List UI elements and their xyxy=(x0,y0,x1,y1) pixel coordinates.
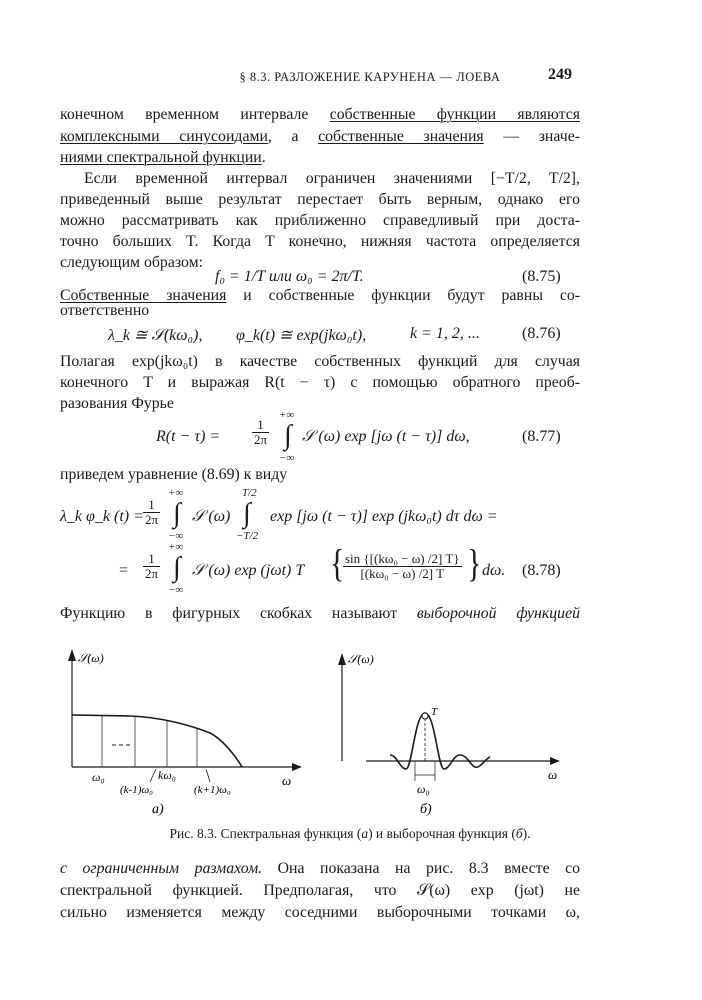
equation-8-77-frac: $\frac{1}{2\pi}$ xyxy=(254,417,268,447)
equation-8-78-left-brace: { xyxy=(330,542,345,586)
right-xlabel: ω xyxy=(548,767,558,782)
equation-8-78-lower-limit-2: −T/2 xyxy=(236,530,259,542)
equation-8-78-body-1: exp [jω (t − τ)] exp (jkω₀t) dτ dω = xyxy=(270,508,498,525)
right-tick-omega0: ω₀ xyxy=(417,782,430,796)
p7-line-2: спектральной функцией. Предполагая, что 𝒮(ω) exp (jωt) не xyxy=(60,882,580,899)
leader-line xyxy=(150,769,156,782)
equation-8-78-mid: 𝒮 (ω) xyxy=(192,508,231,525)
equation-8-76-phi: φ_k(t) ≅ exp(jkω₀t), xyxy=(236,327,367,344)
equation-8-77-lhs: R(t − τ) = xyxy=(156,428,221,445)
figure-sampling-function xyxy=(348,645,580,825)
equation-8-78-frac-1: $\frac{1}{2\pi}$ xyxy=(145,497,159,527)
equation-8-78-lower-limit-3: −∞ xyxy=(168,584,184,596)
leader-line xyxy=(206,769,210,782)
equation-8-76-lambda: λ_k ≅ 𝒮(kω₀), xyxy=(108,327,203,344)
y-axis-arrow xyxy=(68,649,76,661)
y-axis-arrow xyxy=(338,653,346,665)
spectral-curve xyxy=(72,715,242,767)
page-number: 249 xyxy=(548,66,572,83)
figure-spectral-function xyxy=(60,645,320,825)
running-header: § 8.3. РАЗЛОЖЕНИЕ КАРУНЕНА — ЛОЕВА xyxy=(239,70,501,84)
equation-8-78-right-brace: } xyxy=(467,542,482,586)
left-xlabel: ω xyxy=(282,773,292,788)
left-ylabel: 𝒮(ω) xyxy=(78,651,104,665)
equation-8-78-sinc: $\frac{\text{sin \{[(kω₀ − ω) /2] T\}}}{\text{[(kω₀ − ω) /2] T}}$ xyxy=(345,551,460,581)
equation-8-77-upper-limit: +∞ xyxy=(279,409,295,421)
equation-8-78-upper-limit-1: +∞ xyxy=(168,487,184,499)
p7-line-1: с ограниченным размахом. Она показана на рис. 8.3 вместе со xyxy=(60,860,581,877)
equation-number-8-77: (8.77) xyxy=(522,428,561,445)
p4-line-1: Полагая exp(jkω₀t) в качестве собственных функций для случая xyxy=(60,353,580,370)
equation-8-78-upper-limit-3: +∞ xyxy=(168,541,184,553)
left-tick-kp1: (k+1)ω₀ xyxy=(194,784,231,796)
left-sublabel: а) xyxy=(152,802,164,817)
peak-marker xyxy=(422,713,428,719)
left-tick-km1: (k-1)ω₀ xyxy=(120,784,153,796)
equation-8-78-integral-3: ∫ xyxy=(173,552,181,583)
right-peak-label: T xyxy=(431,706,438,718)
equation-8-78-body-2a: 𝒮 (ω) exp (jωt) T xyxy=(192,562,305,579)
left-tick-komega0: kω₀ xyxy=(158,768,176,782)
equation-8-78-frac-2: $\frac{1}{2\pi}$ xyxy=(145,551,159,581)
p2-line-2: приведенный выше результат перестает быть верным, однако его xyxy=(60,191,580,208)
left-tick-omega0: ω₀ xyxy=(92,770,105,784)
p2-line-5: следующим образом: xyxy=(60,254,203,271)
x-axis-arrow xyxy=(550,757,560,765)
equation-number-8-75: (8.75) xyxy=(522,268,561,285)
equation-8-76-k: k = 1, 2, ... xyxy=(410,325,480,342)
equation-8-77-lower-limit: −∞ xyxy=(279,452,295,464)
p1-line-3: ниями спектральной функции. xyxy=(60,149,266,166)
p2-line-3: можно рассматривать как приближенно справедливый при доста- xyxy=(60,212,580,229)
right-ylabel: 𝒮(ω) xyxy=(348,652,374,666)
equation-8-78-lhs: λ_k φ_k (t) = xyxy=(60,508,144,525)
p4-line-3: разования Фурье xyxy=(60,395,174,412)
p4-line-2: конечного T и выражая R(t − τ) с помощью обратного преоб- xyxy=(60,374,580,391)
equation-number-8-76: (8.76) xyxy=(522,325,561,342)
p2-line-4: точно больших T. Когда T конечно, нижняя частота определяется xyxy=(60,233,580,250)
p6-line: Функцию в фигурных скобках называют выборочной функцией xyxy=(60,605,580,622)
p1-line-1: конечном временном интервале собственные функции являются xyxy=(60,106,580,123)
equation-8-77-body: 𝒮 (ω) exp [jω (t − τ)] dω, xyxy=(302,428,470,445)
equation-number-8-78: (8.78) xyxy=(522,562,561,579)
p3-line-1: Собственные значения и собственные функции будут равны со- xyxy=(60,287,581,304)
x-axis-arrow xyxy=(292,763,302,771)
p7-line-3: сильно изменяется между соседними выборочными точками ω, xyxy=(60,904,580,921)
p2-line-1: Если временной интервал ограничен значениями [−T/2, T/2], xyxy=(84,170,580,187)
right-sublabel: б) xyxy=(420,802,432,817)
p1-line-2: комплексными синусоидами, а собственные значения — значе- xyxy=(60,128,580,145)
equation-8-78-upper-limit-2: T/2 xyxy=(242,487,257,499)
equation-8-77-integral: ∫ xyxy=(284,420,292,451)
equation-8-78-integral-2: ∫ xyxy=(243,498,251,529)
equation-8-78-equals: = xyxy=(118,562,129,579)
equation-8-78-lower-limit-1: −∞ xyxy=(168,530,184,542)
equation-8-78-integral-1: ∫ xyxy=(173,498,181,529)
p5-line: приведем уравнение (8.69) к виду xyxy=(60,466,288,483)
p3-line-2: ответственно xyxy=(60,302,150,319)
equation-8-78-body-2b: dω. xyxy=(482,562,506,579)
equation-8-75: f₀ = 1/T или ω₀ = 2π/T. xyxy=(215,268,364,285)
figure-caption: Рис. 8.3. Спектральная функция (а) и выборочная функция (б). xyxy=(169,826,531,841)
